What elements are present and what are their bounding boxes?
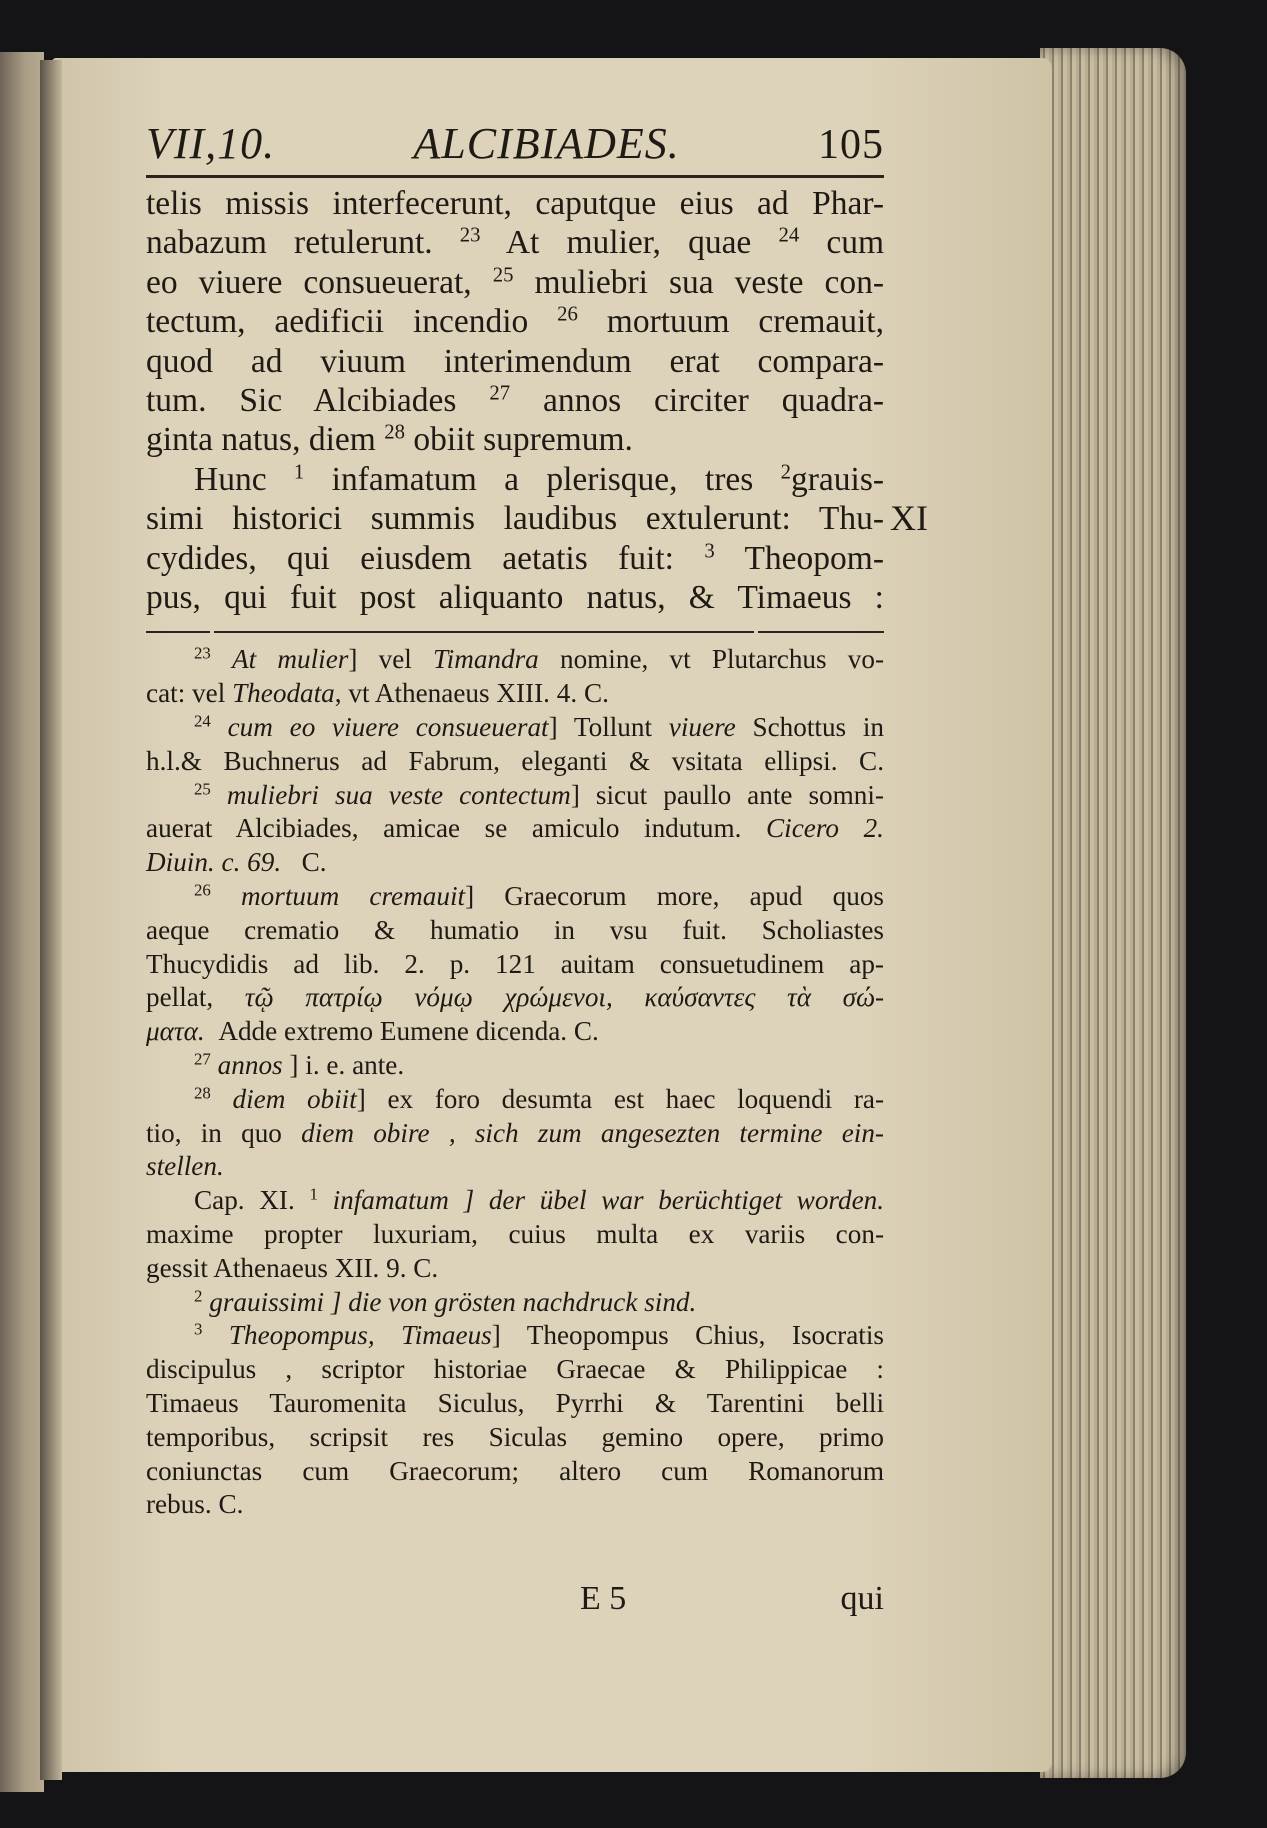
footnote-line: $^{27}$ annos ] i. e. ante. [194,1049,405,1081]
footnote-line: cat: vel Theodata, vt Athenaeus XIII. 4. C. [146,678,609,709]
footnote-line: $^{24}$ cum eo viuere consueuerat] Tollunt viuere Schottus in [194,711,885,743]
footnote-line: h.l.& Buchnerus ad Fabrum, eleganti & vsitata ellipsi. C. [146,745,884,776]
footnote-line: $^2$ grauissimi ] die von grösten nachdruck sind. [194,1286,697,1317]
footnote-line: $^{23}$ At mulier] vel Timandra nomine, vt Plutarchus vo- [194,644,885,675]
text-line: telis missis interfecerunt, caputque eius ad Phar- [146,185,884,222]
text-line: pus, qui fuit post aliquanto natus, & Timaeus : [146,579,884,617]
footnote-line: Cap. XI. $^1$ infamatum ] der übel war berüchtiget worden. [194,1184,885,1216]
footnote-line: pellat, τῷ πατρίῳ νόμῳ χρώμενοι, καύσαντες τὰ σώ- [146,982,884,1013]
footnote-line: discipulus , scriptor historiae Graecae & Philippicae : [146,1354,884,1385]
margin-chapter-number: XI [890,498,928,538]
signature-mark: E 5 [580,1580,627,1617]
text-line: tum. Sic Alcibiades $^{27}$ annos circiter quadra- [146,381,885,420]
footnote-line: stellen. [146,1151,224,1182]
header-rule [146,175,884,178]
text-line: Hunc $^1$ infamatum a plerisque, tres $^2$grauis- [194,460,885,498]
text-line: quod ad viuum interimendum erat compara- [146,342,884,380]
footnote-line: maxime propter luxuriam, cuius multa ex variis con- [146,1219,884,1250]
footnote-line: rebus. C. [146,1489,244,1520]
footnote-line: Thucydidis ad lib. 2. p. 121 auitam consuetudinem ap- [146,948,884,979]
text-line: nabazum retulerunt. $^{23}$ At mulier, quae $^{24}$ cum [146,223,885,262]
footnote-line: $^{26}$ mortuum cremauit] Graecorum more, apud quos [194,880,885,912]
footnote-line: ματα. Adde extremo Eumene dicenda. C. [146,1016,599,1047]
page-number: 105 [818,122,884,168]
footnote-line: temporibus, scripsit res Siculas gemino opere, primo [146,1421,884,1452]
left-page-edge [0,52,44,1792]
header-chapter: VII,10. [146,119,276,168]
footnote-line: $^{25}$ muliebri sua veste contectum] sicut paullo ante somni- [194,779,884,810]
footnote-line: coniunctas cum Graecorum; altero cum Romanorum [146,1455,884,1486]
footnote-line: Timaeus Tauromenita Siculus, Pyrrhi & Tarentini belli [146,1388,884,1418]
header-title: ALCIBIADES. [413,119,680,168]
page-footer [146,1580,884,1626]
footnote-line: aeque crematio & humatio in vsu fuit. Scholiastes [146,914,884,945]
footnote-line: auerat Alcibiades, amicae se amiculo indutum. Cicero 2. [146,813,884,844]
footnote-line: $^{28}$ diem obiit] ex foro desumta est haec loquendi ra- [194,1083,885,1114]
text-line: tectum, aedificii incendio $^{26}$ mortuum cremauit, [146,302,884,341]
catchword: qui [840,1580,884,1617]
main-text [146,184,884,617]
running-header [146,118,884,169]
text-line: simi historici summis laudibus extulerunt: Thu- [146,500,884,538]
footnote-line: gessit Athenaeus XII. 9. C. [146,1252,439,1283]
page-content [146,118,884,1522]
text-line: eo viuere consueuerat, $^{25}$ muliebri sua veste con- [146,263,885,301]
page-fore-edge [1040,48,1186,1778]
footnote-line: Diuin. c. 69. C. [146,847,327,878]
text-line: ginta natus, diem $^{28}$ obiit supremum. [146,421,633,459]
footnotes [146,643,884,1522]
footnote-line: tio, in quo diem obire , sich zum angesezten termine ein- [146,1117,884,1148]
text-line: cydides, qui eiusdem aetatis fuit: $^3$ Theopom- [146,539,884,577]
gutter-shadow [40,60,62,1780]
notes-separator [146,631,884,633]
footnote-line: $^3$ Theopompus, Timaeus] Theopompus Chius, Isocratis [194,1320,884,1351]
